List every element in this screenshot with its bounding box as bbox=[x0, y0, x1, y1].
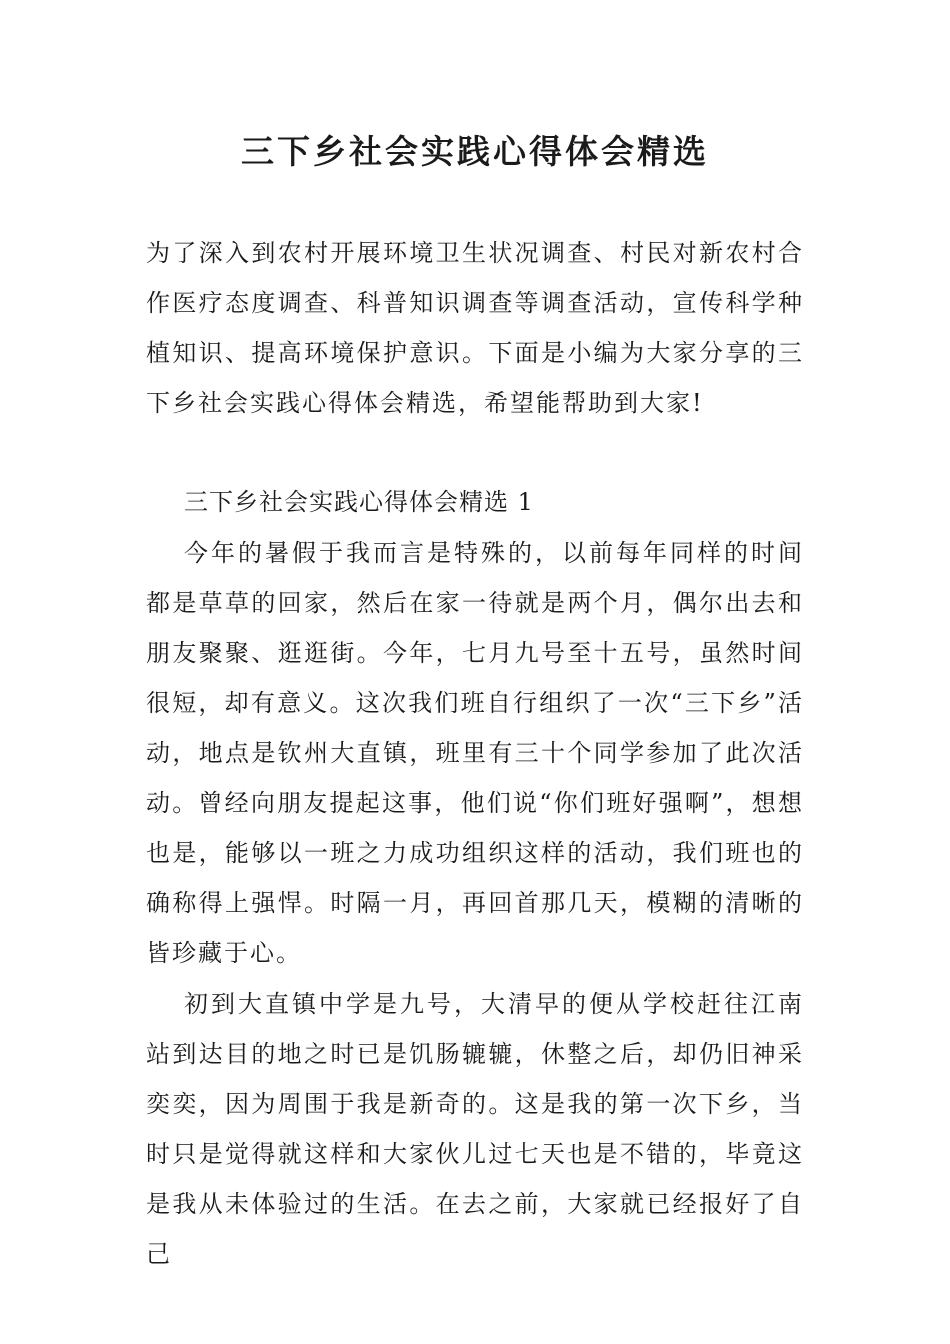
intro-block bbox=[146, 228, 804, 428]
section-heading: 三下乡社会实践心得体会精选 1 bbox=[184, 488, 534, 516]
intro-paragraph: 为了深入到农村开展环境卫生状况调查、村民对新农村合作医疗态度调查、科普知识调查等调查活动，宣传科学种植知识、提高环境保护意识。下面是小编为大家分享的三下乡社会实践心得体会精选，希望能帮助到大家! bbox=[146, 239, 804, 417]
section-1 bbox=[146, 477, 804, 1279]
document-title: 三下乡社会实践心得体会精选 bbox=[241, 132, 709, 171]
body-paragraph-2: 初到大直镇中学是九号，大清早的便从学校赶往江南站到达目的地之时已是饥肠辘辘，休整之后，却仍旧神采奕奕，因为周围于我是新奇的。这是我的第一次下乡，当时只是觉得就这样和大家伙儿过七天也是不错的，毕竟这是我从未体验过的生活。在去之前，大家就已经报好了自己 bbox=[146, 990, 804, 1268]
body-paragraph-1: 今年的暑假于我而言是特殊的，以前每年同样的时间都是草草的回家，然后在家一待就是两个月，偶尔出去和朋友聚聚、逛逛街。今年，七月九号至十五号，虽然时间很短，却有意义。这次我们班自行组织了一次“三下乡”活动，地点是钦州大直镇，班里有三十个同学参加了此次活动。曾经向朋友提起这事，他们说“你们班好强啊”，想想也是，能够以一班之力成功组织这样的活动，我们班也的确称得上强悍。时隔一月，再回首那几天，模糊的清晰的皆珍藏于心。 bbox=[146, 539, 804, 967]
